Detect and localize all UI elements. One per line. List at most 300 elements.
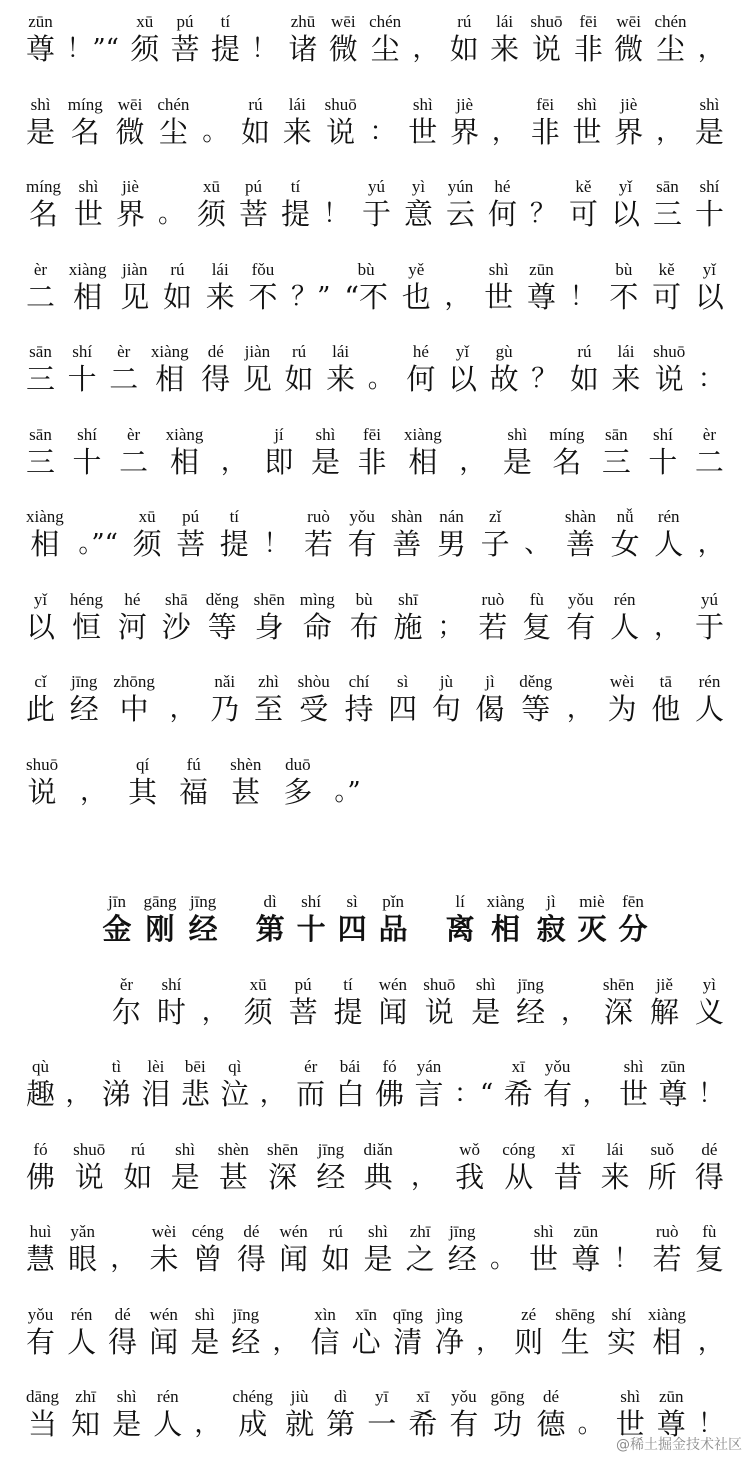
hanzi: 名: [552, 444, 582, 479]
character-with-pinyin: [211, 12, 240, 66]
hanzi: 河: [117, 609, 147, 644]
hanzi: 名: [70, 114, 100, 149]
character-with-pinyin: [514, 1305, 543, 1359]
character-with-pinyin: [26, 590, 55, 644]
hanzi: 微: [115, 114, 145, 149]
hanzi: 多: [283, 774, 313, 809]
pinyin: lái: [288, 94, 306, 114]
hanzi: 为: [607, 692, 637, 726]
punctuation: [110, 1222, 136, 1276]
pinyin: chén: [369, 12, 402, 31]
hanzi: ！”“: [66, 34, 119, 64]
hanzi: 甚: [218, 1159, 248, 1194]
character-with-pinyin: [157, 975, 186, 1029]
character-with-pinyin: [206, 260, 235, 314]
hanzi: 经: [447, 1242, 477, 1276]
pinyin: chén: [654, 12, 687, 31]
hanzi: 世: [615, 1407, 645, 1441]
hanzi: 相: [491, 912, 521, 946]
hanzi: 三: [26, 444, 56, 479]
pinyin: shī: [398, 589, 418, 609]
character-with-pinyin: [437, 507, 466, 561]
character-with-pinyin: [570, 342, 599, 396]
character-with-pinyin: [68, 1222, 97, 1276]
hanzi: 来: [282, 114, 312, 149]
character-with-pinyin: [432, 672, 461, 726]
hanzi: 说: [531, 32, 561, 66]
pinyin: shì: [175, 1139, 195, 1159]
hanzi: 受: [299, 692, 329, 726]
character-with-pinyin: [321, 1222, 350, 1276]
character-with-pinyin: [652, 260, 681, 314]
hanzi: 三: [652, 197, 682, 231]
punctuation: [370, 95, 396, 149]
hanzi: 二: [119, 444, 149, 479]
character-with-pinyin: [537, 1387, 566, 1441]
punctuation: [202, 95, 228, 149]
pinyin: nán: [439, 507, 464, 526]
character-with-pinyin: [163, 260, 192, 314]
hanzi: 何: [487, 197, 517, 231]
hanzi: ，: [412, 34, 439, 64]
punctuation: [66, 12, 119, 66]
pinyin: ér: [304, 1057, 318, 1076]
hanzi: 身: [254, 609, 284, 644]
pinyin: rú: [577, 342, 592, 361]
hanzi: 。: [367, 364, 394, 394]
hanzi: 其: [128, 774, 158, 809]
pinyin: shì: [533, 1222, 554, 1241]
punctuation: [65, 1057, 91, 1111]
pinyin: xiàng: [165, 424, 204, 444]
character-with-pinyin: [26, 12, 55, 66]
hanzi: 如: [449, 32, 479, 66]
hanzi: 品: [378, 912, 408, 946]
hanzi: ，: [444, 281, 471, 312]
hanzi: 四: [337, 912, 367, 946]
punctuation: [490, 1222, 516, 1276]
character-with-pinyin: [103, 892, 132, 946]
pinyin: zé: [521, 1304, 537, 1324]
character-with-pinyin: [367, 1387, 396, 1441]
pinyin: wǒ: [459, 1139, 480, 1159]
character-with-pinyin: [162, 590, 191, 644]
hanzi: 提: [280, 197, 310, 231]
character-with-pinyin: [695, 1140, 724, 1194]
character-with-pinyin: [375, 1057, 404, 1111]
pinyin: yǐ: [618, 177, 633, 196]
character-with-pinyin: [476, 672, 505, 726]
hanzi: 世: [73, 197, 103, 231]
hanzi: 如: [162, 279, 192, 314]
hanzi: 菩: [176, 527, 206, 561]
pinyin: xiàng: [648, 1304, 686, 1324]
pinyin: sān: [29, 424, 52, 444]
character-with-pinyin: [333, 975, 362, 1029]
punctuation: [334, 755, 360, 809]
pinyin: sì: [396, 672, 409, 691]
pinyin: xīn: [355, 1304, 377, 1324]
pinyin: dé: [701, 1139, 718, 1159]
character-with-pinyin: [128, 755, 157, 809]
pinyin: xī: [416, 1387, 430, 1406]
pinyin: míng: [26, 177, 61, 196]
pinyin: yǒu: [544, 1057, 571, 1076]
hanzi: ：“: [453, 1079, 494, 1109]
pinyin: ruò: [481, 589, 505, 609]
pinyin: cóng: [502, 1139, 536, 1159]
pinyin: děng: [519, 672, 553, 691]
hanzi: 等: [207, 609, 237, 644]
pinyin: jí: [274, 424, 284, 444]
character-with-pinyin: [648, 1140, 677, 1194]
pinyin: zūn: [659, 1387, 684, 1406]
text-line: [0, 1140, 750, 1223]
hanzi: 是: [502, 444, 532, 479]
pinyin: lái: [496, 12, 514, 31]
hanzi: ，: [697, 529, 724, 559]
character-with-pinyin: [206, 590, 239, 644]
hanzi: 是: [471, 994, 501, 1029]
hanzi: 人: [694, 692, 724, 726]
pinyin: yī: [375, 1387, 389, 1406]
hanzi: 善: [392, 527, 422, 561]
hanzi: 义: [694, 994, 724, 1029]
hanzi: 人: [153, 1407, 183, 1441]
pinyin: jì: [546, 892, 556, 911]
pinyin: zhū: [290, 12, 316, 31]
pinyin: bù: [355, 589, 373, 609]
character-with-pinyin: [408, 1387, 437, 1441]
hanzi: 解: [649, 994, 679, 1029]
hanzi: 四: [388, 692, 418, 726]
character-with-pinyin: [192, 1222, 224, 1276]
character-with-pinyin: [26, 755, 58, 809]
pinyin: pú: [182, 507, 200, 526]
hanzi: “不: [344, 279, 389, 314]
character-with-pinyin: [26, 1140, 55, 1194]
pinyin: shēn: [602, 974, 635, 994]
pinyin: fú: [186, 754, 201, 774]
hanzi: 清: [393, 1324, 423, 1359]
hanzi: 名: [28, 197, 58, 231]
pinyin: jù: [439, 672, 453, 691]
pinyin: děng: [205, 589, 239, 609]
hanzi: 十: [694, 197, 724, 231]
hanzi: 之: [405, 1242, 435, 1276]
hanzi: 等: [521, 692, 551, 726]
punctuation: [170, 672, 196, 726]
hanzi: 是: [170, 1159, 200, 1194]
character-with-pinyin: [449, 1387, 478, 1441]
pinyin: héng: [69, 589, 103, 609]
hanzi: 是: [112, 1407, 142, 1441]
character-with-pinyin: [488, 177, 517, 231]
pinyin: rén: [657, 507, 680, 526]
hanzi: 女: [610, 527, 640, 561]
hanzi: ！: [322, 199, 349, 229]
hanzi: 此: [26, 692, 56, 726]
hanzi: 复: [694, 1242, 724, 1276]
hanzi: 、: [524, 529, 551, 559]
hanzi: 深: [603, 994, 633, 1029]
pinyin: yú: [367, 177, 385, 196]
pinyin: shèn: [230, 754, 262, 774]
character-with-pinyin: [26, 342, 55, 396]
character-with-pinyin: [157, 95, 189, 149]
character-with-pinyin: [68, 342, 97, 396]
character-with-pinyin: [176, 507, 205, 561]
hanzi: 恒: [71, 609, 101, 644]
pinyin: yì: [411, 177, 426, 196]
pinyin: shì: [488, 259, 509, 279]
character-with-pinyin: [648, 1305, 686, 1359]
character-with-pinyin: [285, 342, 314, 396]
hanzi: 涕: [101, 1077, 131, 1111]
hanzi: 尊: [656, 1407, 686, 1441]
punctuation: [654, 590, 680, 644]
hanzi: 经: [188, 912, 218, 946]
character-with-pinyin: [571, 1222, 600, 1276]
hanzi: 何: [406, 362, 436, 396]
pinyin: shí: [699, 177, 720, 196]
hanzi: 。: [577, 1409, 604, 1439]
hanzi: 善: [565, 527, 595, 561]
hanzi: 尊: [26, 32, 56, 66]
hanzi: 。”: [334, 776, 361, 807]
character-with-pinyin: [109, 342, 138, 396]
hanzi: ，: [476, 1326, 503, 1357]
pinyin: zhì: [258, 672, 279, 691]
character-with-pinyin: [71, 1387, 100, 1441]
character-with-pinyin: [329, 12, 358, 66]
pinyin: fēi: [363, 424, 381, 444]
pinyin: gù: [495, 342, 513, 361]
character-with-pinyin: [378, 975, 407, 1029]
pinyin: jiě: [655, 974, 673, 994]
character-with-pinyin: [423, 975, 455, 1029]
hanzi: ，: [272, 1326, 299, 1357]
hanzi: 提: [219, 527, 249, 561]
character-with-pinyin: [446, 177, 475, 231]
character-with-pinyin: [391, 507, 422, 561]
character-with-pinyin: [657, 1387, 686, 1441]
pinyin: jiè: [620, 94, 638, 114]
hanzi: 知: [71, 1407, 101, 1441]
character-with-pinyin: [695, 590, 724, 644]
character-with-pinyin: [363, 1222, 392, 1276]
hanzi: ，: [110, 1244, 137, 1274]
pinyin: hé: [412, 342, 429, 361]
character-with-pinyin: [220, 507, 249, 561]
character-with-pinyin: [254, 590, 285, 644]
character-with-pinyin: [611, 507, 640, 561]
character-with-pinyin: [70, 590, 103, 644]
hanzi: 。”“: [78, 529, 118, 559]
hanzi: 界: [614, 114, 644, 149]
pinyin: zūn: [28, 12, 53, 31]
character-with-pinyin: [69, 260, 107, 314]
character-with-pinyin: [112, 1387, 141, 1441]
hanzi: ，: [169, 694, 196, 724]
hanzi: 须: [130, 32, 160, 66]
hanzi: ？”: [291, 281, 331, 312]
character-with-pinyin: [402, 260, 431, 314]
character-with-pinyin: [311, 1305, 340, 1359]
character-with-pinyin: [527, 260, 556, 314]
character-with-pinyin: [239, 177, 268, 231]
punctuation: [583, 1057, 609, 1111]
character-with-pinyin: [232, 1387, 273, 1441]
pinyin: shòu: [297, 672, 330, 691]
pinyin: èr: [117, 342, 131, 361]
hanzi: 二: [26, 279, 56, 314]
character-with-pinyin: [481, 507, 510, 561]
pinyin: dì: [263, 892, 277, 911]
character-with-pinyin: [695, 95, 724, 149]
pinyin: fù: [702, 1222, 717, 1241]
text-line: [0, 342, 750, 425]
hanzi: 泪: [141, 1077, 171, 1111]
hanzi: 句: [431, 692, 461, 726]
hanzi: 福: [179, 774, 209, 809]
pinyin: zūn: [573, 1222, 599, 1241]
hanzi: 昔: [553, 1159, 583, 1194]
punctuation: [561, 975, 587, 1029]
hanzi: 见: [242, 362, 272, 396]
pinyin: lèi: [147, 1057, 165, 1076]
pinyin: hé: [494, 177, 511, 196]
pinyin: rú: [130, 1139, 146, 1159]
hanzi: 来: [205, 279, 235, 314]
hanzi: 布: [349, 609, 379, 644]
character-with-pinyin: [237, 1222, 266, 1276]
character-with-pinyin: [484, 260, 513, 314]
pinyin: ruò: [307, 507, 330, 526]
pinyin: shā: [164, 589, 188, 609]
hanzi: ，: [459, 446, 486, 477]
hanzi: 偈: [475, 692, 505, 726]
pinyin: nǚ: [616, 507, 634, 526]
punctuation: [260, 1057, 286, 1111]
pinyin: shuō: [324, 94, 357, 114]
character-with-pinyin: [653, 177, 682, 231]
text-line: [0, 1057, 750, 1140]
pinyin: jiè: [121, 177, 139, 196]
hanzi: 生: [560, 1324, 590, 1359]
pinyin: rú: [328, 1222, 343, 1241]
character-with-pinyin: [338, 892, 367, 946]
hanzi: 中: [119, 692, 149, 726]
character-with-pinyin: [362, 177, 391, 231]
character-with-pinyin: [553, 1140, 582, 1194]
character-with-pinyin: [602, 425, 631, 479]
pinyin: tā: [659, 672, 672, 691]
character-with-pinyin: [267, 1140, 298, 1194]
pinyin: ruò: [655, 1222, 679, 1241]
pinyin: shì: [699, 94, 720, 114]
punctuation: [272, 1305, 298, 1359]
character-with-pinyin: [487, 892, 525, 946]
punctuation: [578, 1387, 604, 1441]
character-with-pinyin: [264, 425, 293, 479]
character-with-pinyin: [503, 425, 532, 479]
hanzi: 男: [436, 527, 466, 561]
character-with-pinyin: [406, 1222, 435, 1276]
hanzi: ！: [263, 529, 290, 559]
character-with-pinyin: [369, 12, 401, 66]
hanzi: 尊: [571, 1242, 601, 1276]
hanzi: 心: [351, 1324, 381, 1359]
character-with-pinyin: [490, 12, 519, 66]
character-with-pinyin: [406, 342, 435, 396]
pinyin: shì: [116, 1387, 137, 1406]
text-line: [0, 672, 750, 755]
text-line: [0, 425, 750, 508]
hanzi: 成: [238, 1407, 268, 1441]
pinyin: shí: [72, 342, 93, 361]
pinyin: shì: [315, 424, 336, 444]
pinyin: shì: [368, 1222, 388, 1241]
character-with-pinyin: [68, 95, 103, 149]
pinyin: shí: [161, 974, 182, 994]
character-with-pinyin: [611, 177, 640, 231]
hanzi: 闻: [149, 1324, 179, 1359]
pinyin: shēn: [267, 1139, 299, 1159]
pinyin: wèi: [609, 672, 635, 691]
character-with-pinyin: [26, 425, 55, 479]
hanzi: 子: [480, 527, 510, 561]
hanzi: ：: [697, 364, 724, 394]
character-with-pinyin: [220, 1057, 249, 1111]
hanzi: 说: [424, 994, 454, 1029]
character-with-pinyin: [326, 1387, 355, 1441]
pinyin: jīng: [232, 1304, 260, 1324]
character-with-pinyin: [118, 590, 147, 644]
punctuation: [251, 12, 277, 66]
character-with-pinyin: [150, 1222, 179, 1276]
pinyin: yǒu: [349, 507, 375, 526]
punctuation: [698, 1387, 724, 1441]
pinyin: shì: [30, 94, 51, 114]
punctuation: [80, 755, 106, 809]
hanzi: 三: [26, 362, 56, 396]
character-with-pinyin: [653, 342, 685, 396]
punctuation: [698, 507, 724, 561]
pinyin: míng: [549, 424, 585, 444]
hanzi: 得: [694, 1159, 724, 1194]
hanzi: 言: [414, 1077, 444, 1111]
character-with-pinyin: [348, 507, 377, 561]
character-with-pinyin: [555, 1305, 595, 1359]
hanzi: 从: [504, 1159, 534, 1194]
hanzi: ？: [531, 364, 558, 394]
hanzi: 闻: [279, 1242, 309, 1276]
hanzi: 提: [210, 32, 240, 66]
pinyin: shì: [577, 94, 597, 114]
character-with-pinyin: [388, 672, 417, 726]
hanzi: 故: [489, 362, 519, 396]
character-with-pinyin: [379, 892, 408, 946]
character-with-pinyin: [241, 95, 270, 149]
pinyin: yǎn: [70, 1222, 95, 1241]
punctuation: [194, 1387, 220, 1441]
pinyin: zūn: [660, 1057, 686, 1076]
pinyin: fó: [382, 1057, 397, 1076]
character-with-pinyin: [283, 755, 312, 809]
hanzi: 相: [155, 362, 185, 396]
pinyin: yǐ: [33, 589, 48, 609]
